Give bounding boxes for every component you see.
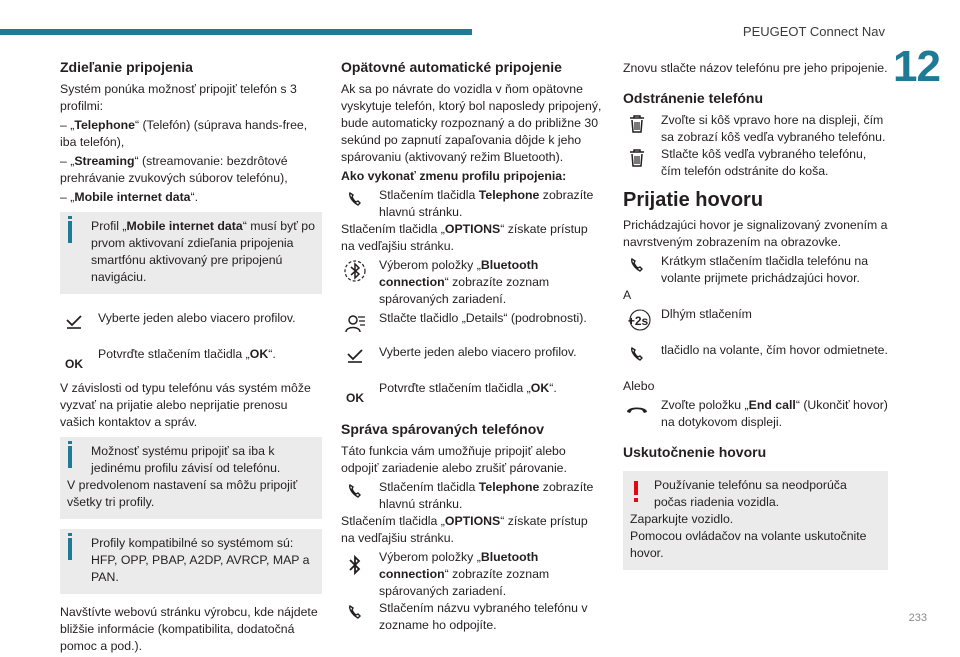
section-heading-manage-phones: Správa spárovaných telefónov xyxy=(341,421,545,437)
step-text: Stlačte tlačidlo „Details“ (podrobnosti). xyxy=(379,311,587,325)
step-row: Stlačením tlačidla Telephone zobrazíte hlavnú stránku. xyxy=(341,187,604,221)
list-item: – „Streaming“ (streamovanie: bezdrôtové prehrávanie zvukových súborov telefónu), xyxy=(60,154,288,185)
header-title: PEUGEOT Connect Nav xyxy=(742,24,885,39)
section-heading-make-call: Uskutočnenie hovoru xyxy=(623,444,767,460)
step-row: Výberom položky „Bluetooth connection“ zobrazíte zoznam spárovaných zariadení. xyxy=(341,549,604,600)
end-call-icon xyxy=(625,397,649,421)
bluetooth-icon xyxy=(343,553,367,577)
paragraph: Systém ponúka možnosť pripojiť telefón s 3 profilmi: xyxy=(60,82,297,113)
step-text: tlačidlo na volante, čím hovor odmietnete. xyxy=(661,343,888,357)
checkbox-check-icon xyxy=(343,344,367,368)
phone-handset-icon xyxy=(625,342,649,366)
trash-icon xyxy=(625,112,649,136)
section-heading-auto-reconnect: Opätovné automatické pripojenie xyxy=(341,59,562,75)
ok-icon: OK xyxy=(346,390,364,405)
paragraph-bold: Ako vykonať zmenu profilu pripojenia: xyxy=(341,169,567,183)
section-heading-sharing: Zdieľanie pripojenia xyxy=(60,59,193,75)
paragraph: Stlačením tlačidla „OPTIONS“ získate prístup na vedľajšiu stránku. xyxy=(341,222,588,253)
list-item: – „Mobile internet data“. xyxy=(60,190,199,204)
step-text: Dlhým stlačením xyxy=(661,307,752,321)
column-3 xyxy=(623,58,888,580)
phone-handset-icon xyxy=(625,253,649,277)
step-text: Krátkym stlačením tlačidla telefónu na volante prijmete prichádzajúci hovor. xyxy=(661,254,869,285)
phone-handset-icon xyxy=(343,600,367,624)
long-press-label: +2s xyxy=(627,314,649,328)
paragraph: Prichádzajúci hovor je signalizovaný zvonením a navrstveným zobrazením na obrazovke. xyxy=(623,218,888,249)
paragraph: Alebo xyxy=(623,379,655,393)
section-heading-remove-phone: Odstránenie telefónu xyxy=(623,90,764,106)
step-row xyxy=(341,600,604,634)
checkbox-check-icon xyxy=(62,310,86,334)
paragraph: Stlačením tlačidla „OPTIONS“ získate prístup na vedľajšiu stránku. xyxy=(341,514,588,545)
paragraph: Znovu stlačte názov telefónu pre jeho pripojenie. xyxy=(623,61,888,75)
column-1 xyxy=(60,58,322,657)
step-row xyxy=(341,344,604,366)
step-row xyxy=(60,310,322,332)
phone-handset-icon xyxy=(343,187,367,211)
section-heading-receive-call: Prijatie hovoru xyxy=(623,189,764,211)
chapter-number: 12 xyxy=(893,42,940,91)
step-row xyxy=(623,146,888,180)
info-icon xyxy=(68,538,72,560)
paragraph: Ak sa po návrate do vozidla v ňom opätovne vyskytuje telefón, ktorý bol naposledy pripojený, bude automaticky rozpoznaný a do približne 30 sekúnd po zapnutí zapaľovania dôjde k jeho spárovaniu (aktivovaný režim Bluetooth). xyxy=(341,82,602,164)
step-text: Vyberte jeden alebo viacero profilov. xyxy=(98,311,296,325)
step-text: Stlačte kôš vedľa vybraného telefónu, čím telefón odstránite do koša. xyxy=(661,147,867,178)
step-row: OK Potvrďte stlačením tlačidla „OK“. xyxy=(60,346,322,368)
trash-icon xyxy=(625,146,649,170)
step-row xyxy=(623,306,888,328)
step-row xyxy=(623,112,888,146)
paragraph: Táto funkcia vám umožňuje pripojiť alebo odpojiť zariadenie alebo zrušiť párovanie. xyxy=(341,444,567,475)
paragraph: V závislosti od typu telefónu vás systém môže vyzvať na prijatie alebo neprijatie prenosu vašich kontaktov a správ. xyxy=(60,381,311,429)
header-accent-bar xyxy=(0,29,472,35)
step-text: Zvoľte si kôš vpravo hore na displeji, čím sa zobrazí kôš vedľa vybraného telefónu. xyxy=(661,113,886,144)
step-row xyxy=(341,310,604,332)
step-row: Zvoľte položku „End call“ (Ukončiť hovor) na dotykovom displeji. xyxy=(623,397,888,431)
step-row: Stlačením tlačidla Telephone zobrazíte hlavnú stránku. xyxy=(341,479,604,513)
paragraph: A xyxy=(623,288,632,302)
info-icon xyxy=(68,446,72,468)
warning-note: Používanie telefónu sa neodporúča počas riadenia vozidla. Zaparkujte vozidlo. Pomocou ovládačov na volante uskutočnite hovor. xyxy=(623,471,888,570)
ok-icon: OK xyxy=(65,356,83,371)
details-person-icon xyxy=(343,312,367,336)
info-note: Profil „Mobile internet data“ musí byť po prvom aktivovaní zdieľania pripojenia smartfónu aktivovaný pre pripojenú navigáciu. xyxy=(60,212,322,294)
step-text: Vyberte jeden alebo viacero profilov. xyxy=(379,345,577,359)
bluetooth-icon xyxy=(343,259,367,283)
step-row xyxy=(623,253,888,287)
step-row: Výberom položky „Bluetooth connection“ zobrazíte zoznam spárovaných zariadení. xyxy=(341,257,604,308)
step-row xyxy=(623,342,888,364)
warning-icon xyxy=(634,481,638,495)
paragraph: Navštívte webovú stránku výrobcu, kde nájdete bližšie informácie (kompatibilita, dodatočná pomoc a pod.). xyxy=(60,605,318,653)
info-note: Profily kompatibilné so systémom sú: HFP, OPP, PBAP, A2DP, AVRCP, MAP a PAN. xyxy=(60,529,322,594)
page-number: 233 xyxy=(908,612,927,624)
info-icon xyxy=(68,221,72,243)
phone-handset-icon xyxy=(343,479,367,503)
long-press-icon xyxy=(623,308,653,332)
column-2 xyxy=(341,58,604,634)
list-item: – „Telephone“ (Telefón) (súprava hands-free, iba telefón), xyxy=(60,118,308,149)
step-text: Stlačením názvu vybraného telefónu v zozname ho odpojíte. xyxy=(379,601,588,632)
info-note: Možnosť systému pripojiť sa iba k jedinému profilu závisí od telefónu. V predvolenom nastavení sa môžu pripojiť všetky tri profily. xyxy=(60,437,322,519)
step-row: OK Potvrďte stlačením tlačidla „OK“. xyxy=(341,380,604,402)
